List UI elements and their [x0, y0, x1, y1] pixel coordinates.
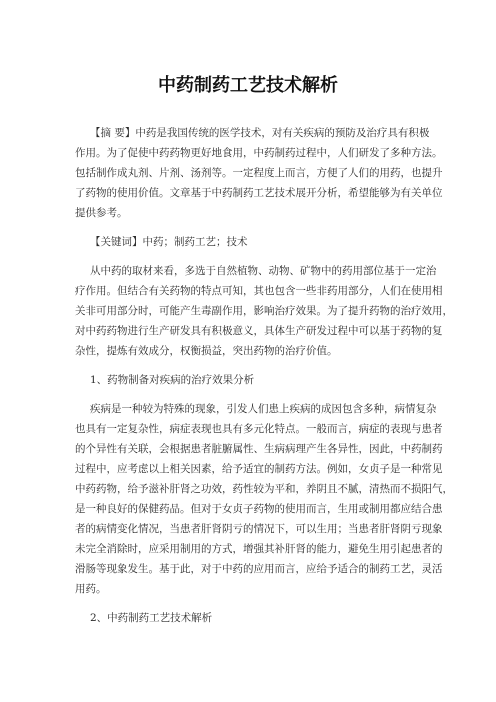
text-line: 的个异性有关联，会根据患者脏腑属性、生病病理产生各异性，因此，中药制药: [75, 443, 443, 455]
text-line: 也具有一定复杂性，病症表现也具有多元化特点。一般而言，病症的表现与患者: [75, 423, 443, 435]
text-line: 者的病情变化情况，当患者肝肾阴亏的情况下，可以生用；当患者肝肾阴亏现象: [75, 523, 443, 535]
text-line: 滑肠等现象发生。基于此，对于中药的应用而言，应给予适合的制药工艺，灵活: [75, 563, 443, 575]
text-line: 是一种良好的保健药品。但对于女贞子药物的使用而言，生用或制用都应结合患: [75, 503, 443, 515]
text-line: 1、药物制备对疾病的治疗效果分析: [90, 374, 255, 386]
text-line: 【关键词】中药；制药工艺；技术: [90, 236, 248, 248]
text-line: 关非可用部分时，可能产生毒副作用，影响治疗效果。为了提升药物的治疗效用，: [75, 305, 453, 317]
text-line: 从中药的取材来看，多选于自然植物、动物、矿物中的药用部位基于一定治: [90, 265, 437, 277]
text-line: 【摘 要】中药是我国传统的医学技术，对有关疾病的预防及治疗具有积极: [90, 127, 430, 139]
text-line: 提供参考。: [75, 207, 128, 219]
text-line: 作用。为了促使中药药物更好地食用，中药制药过程中，人们研发了多种方法。: [75, 147, 443, 159]
text-line: 用药。: [75, 583, 107, 595]
text-line: 疾病是一种较为特殊的现象，引发人们患上疾病的成因包含多种，病情复杂: [90, 403, 437, 415]
text-line: 疗作用。但结合有关药物的特点可知，其也包含一些非药用部分，人们在使用相: [75, 285, 443, 297]
text-line: 2、中药制药工艺技术解析: [90, 612, 213, 624]
text-line: 对中药药物进行生产研发具有积极意义，具体生产研发过程中可以基于药物的复: [75, 325, 443, 337]
text-line: 包括制作成丸剂、片剂、汤剂等。一定程度上而言，方便了人们的用药，也提升: [75, 167, 443, 179]
text-line: 中药药物，给予滋补肝肾之功效，药性较为平和，养阴且不腻，清热而不损阳气，: [75, 483, 453, 495]
text-line: 了药物的使用价值。文章基于中药制药工艺技术展开分析，希望能够为有关单位: [75, 187, 443, 199]
document-title: 中药制药工艺技术解析: [158, 75, 338, 96]
text-line: 过程中，应考虑以上相关因素，给予适宜的制药方法。例如，女贞子是一种常见: [75, 463, 443, 475]
text-line: 杂性，提炼有效成分，权衡损益，突出药物的治疗价值。: [75, 345, 338, 357]
text-line: 未完全消除时，应采用制用的方式，增强其补肝肾的能力，避免生用引起患者的: [75, 543, 443, 555]
